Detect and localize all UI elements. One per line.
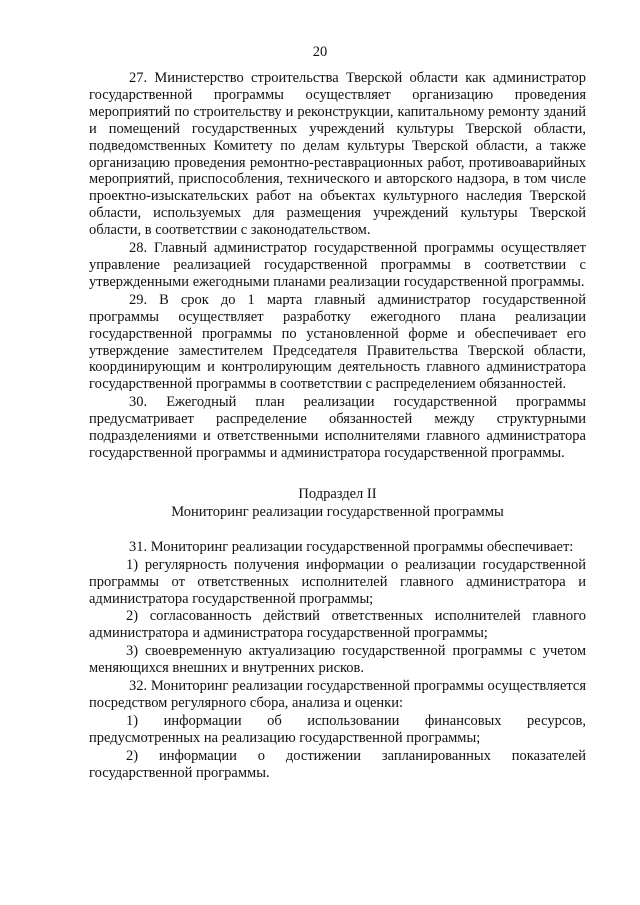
paragraph-32: 32. Мониторинг реализации государственной программы осуществляется посредством регулярного сбора, анализа и оценки: xyxy=(89,678,586,711)
document-body xyxy=(89,70,586,783)
paragraph-31-item-1: 1) регулярность получения информации о реализации государственной программы от ответственных исполнителей главного администратора и администратора государственной программы; xyxy=(89,556,586,607)
section-label: Подраздел II xyxy=(298,485,377,502)
heading-gap xyxy=(89,521,586,539)
section-spacer xyxy=(89,463,586,485)
section-title: Мониторинг реализации государственной программы xyxy=(171,503,504,520)
paragraph-27: 27. Министерство строительства Тверской области как администратор государственной программы осуществляет организацию проведения мероприятий по строительству и реконструкции, капитальному ремонту зданий и помещений государственных учреждений культуры Тверской области, подведомственных Комитету по делам культуры Тверской области, а также организацию проведения ремонтно-реставрационных работ, противоаварийных мероприятий, приспособления, технического и авторского надзора, в том числе проектно-изыскательских работ на объектах культурного наследия Тверской области, используемых для размещения учреждений культуры Тверской области, в соответствии с законодательством. xyxy=(89,70,586,239)
paragraph-31-item-3: 3) своевременную актуализацию государственной программы с учетом меняющихся внешних и внутренних рисков. xyxy=(89,643,586,677)
paragraph-31: 31. Мониторинг реализации государственной программы обеспечивает: xyxy=(129,538,574,555)
paragraph-29: 29. В срок до 1 марта главный администратор государственной программы осуществляет разработку ежегодного плана реализации государственной программы по установленной форме и обеспечивает его утверждение заместителем Председателя Правительства Тверской области, координирующим и контролирующим деятельность главного администратора государственной программы в соответствии с распределением обязанностей. xyxy=(89,291,586,393)
paragraph-31-item-2: 2) согласованность действий ответственных исполнителей главного администратора и администратора государственной программы; xyxy=(89,608,586,642)
paragraph-28: 28. Главный администратор государственной программы осуществляет управление реализацией государственной программы в соответствии с утвержденными ежегодными планами реализации государственной программы. xyxy=(89,240,586,290)
paragraph-30: 30. Ежегодный план реализации государственной программы предусматривает распределение обязанностей между структурными подразделениями и ответственными исполнителями главного администратора государственной программы и администратора государственной программы. xyxy=(89,394,586,461)
paragraph-32-item-1: 1) информации об использовании финансовых ресурсов, предусмотренных на реализацию государственной программы; xyxy=(89,712,586,746)
paragraph-32-item-2: 2) информации о достижении запланированных показателей государственной программы. xyxy=(89,747,586,781)
page-number: 20 xyxy=(312,44,328,60)
